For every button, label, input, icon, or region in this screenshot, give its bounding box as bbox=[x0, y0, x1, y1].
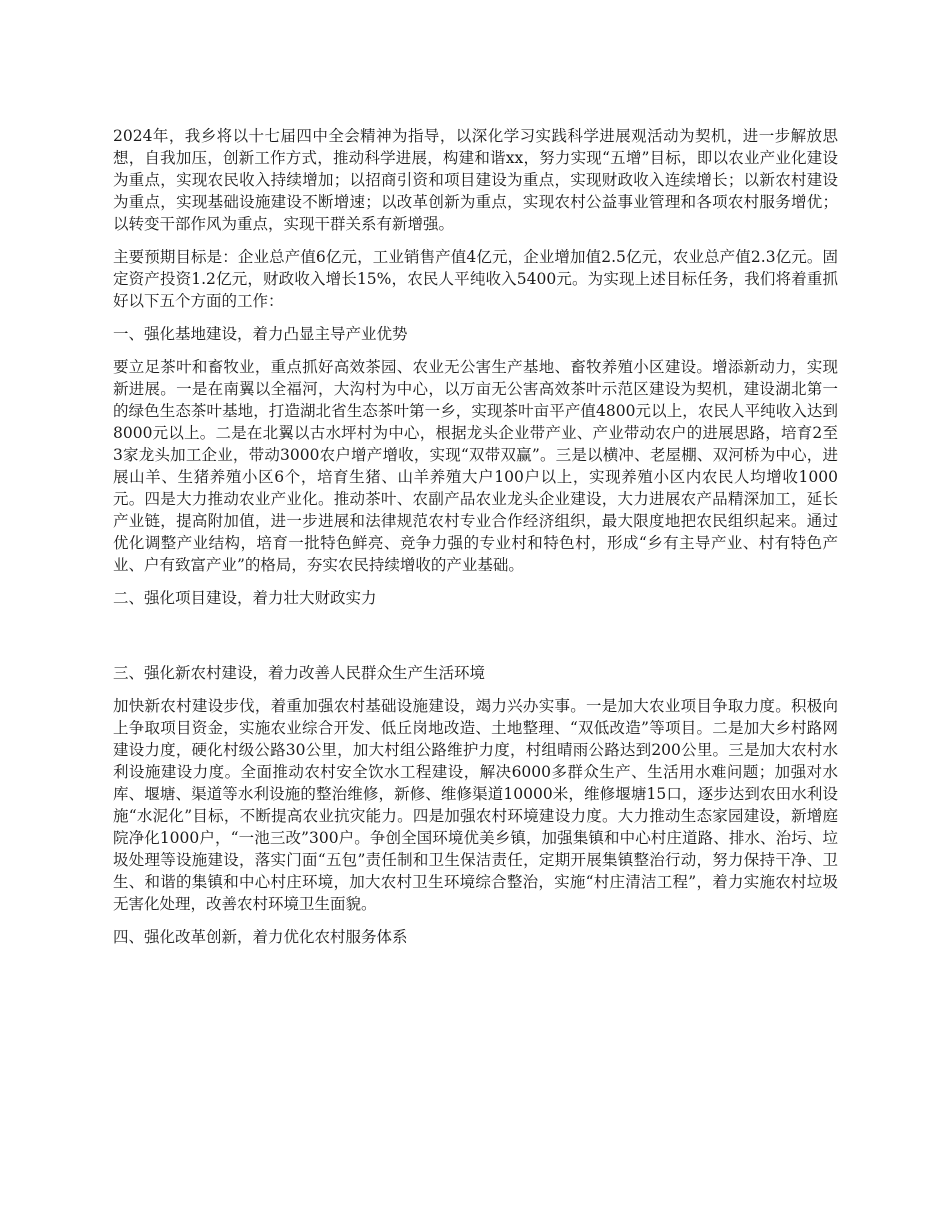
document-page bbox=[113, 125, 838, 959]
section-heading-4: 四、强化改革创新，着力优化农村服务体系 bbox=[113, 928, 408, 946]
section-heading-2: 二、强化项目建设，着力壮大财政实力 bbox=[113, 589, 377, 607]
section-heading-1: 一、强化基地建设，着力凸显主导产业优势 bbox=[113, 325, 408, 343]
section-3-paragraph: 加快新农村建设步伐，着重加强农村基础设施建设，竭力兴办实事。一是加大农业项目争取力度。积极向上争取项目资金，实施农业综合开发、低丘岗地改造、土地整理、“双低改造”等项目。二是加大乡村路网建设力度，硬化村级公路30公里，加大村组公路维护力度，村组晴雨公路达到200公里。三是加大农村水利设施建设力度。全面推动农村安全饮水工程建设，解决6000多群众生产、生活用水难问题；加强对水库、堰塘、渠道等水利设施的整治维修，新修、维修渠道10000米，维修堰塘15口，逐步达到农田水利设施“水泥化”目标，不断提高农业抗灾能力。四是加强农村环境建设力度。大力推动生态家园建设，新增庭院净化1000户，“一池三改”300户。争创全国环境优美乡镇，加强集镇和中心村庄道路、排水、治圬、垃圾处理等设施建设，落实门面“五包”责任制和卫生保洁责任，定期开展集镇整治行动，努力保持干净、卫生、和谐的集镇和中心村庄环境，加大农村卫生环境综合整治，实施“村庄清洁工程”，着力实施农村垃圾无害化处理，改善农村环境卫生面貌。 bbox=[113, 697, 838, 913]
section-1-paragraph: 要立足茶叶和畜牧业，重点抓好高效茶园、农业无公害生产基地、畜牧养殖小区建设。增添新动力，实现新进展。一是在南翼以全福河，大沟村为中心，以万亩无公害高效茶叶示范区建设为契机，建设湖北第一的绿色生态茶叶基地，打造湖北省生态茶叶第一乡，实现茶叶亩平产值4800元以上，农民人平纯收入达到8000元以上。二是在北翼以古水坪村为中心，根据龙头企业带产业、产业带动农户的进展思路，培育2至3家龙头加工企业，带动3000农户增产增收，实现“双带双赢”。三是以横冲、老屋棚、双河桥为中心，进展山羊、生猪养殖小区6个，培育生猪、山羊养殖大户100户以上，实现养殖小区内农民人均增收1000元。四是大力推动农业产业化。推动茶叶、农副产品农业龙头企业建设，大力进展农产品精深加工，延长产业链，提高附加值，进一步进展和法律规范农村专业合作经济组织，最大限度地把农民组织起来。通过优化调整产业结构，培育一批特色鲜亮、竞争力强的专业村和特色村，形成“乡有主导产业、村有特色产业、户有致富产业”的格局，夯实农民持续增收的产业基础。 bbox=[113, 358, 838, 574]
intro-paragraph: 2024年，我乡将以十七届四中全会精神为指导，以深化学习实践科学进展观活动为契机，进一步解放思想，自我加压，创新工作方式，推动科学进展，构建和谐xx，努力实现“五增”目标，即以农业产业化建设为重点，实现农民收入持续增加；以招商引资和项目建设为重点，实现财政收入连续增长；以新农村建设为重点，实现基础设施建设不断增速；以改革创新为重点，实现农村公益事业管理和各项农村服务增优；以转变干部作风为重点，实现干群关系有新增强。 bbox=[113, 127, 838, 233]
targets-paragraph: 主要预期目标是：企业总产值6亿元，工业销售产值4亿元，企业增加值2.5亿元，农业总产值2.3亿元。固定资产投资1.2亿元，财政收入增长15%，农民人平纯收入5400元。为实现上述目标任务，我们将着重抓好以下五个方面的工作： bbox=[113, 248, 838, 310]
section-heading-3: 三、强化新农村建设，着力改善人民群众生产生活环境 bbox=[113, 664, 486, 682]
blank-space bbox=[113, 620, 838, 662]
